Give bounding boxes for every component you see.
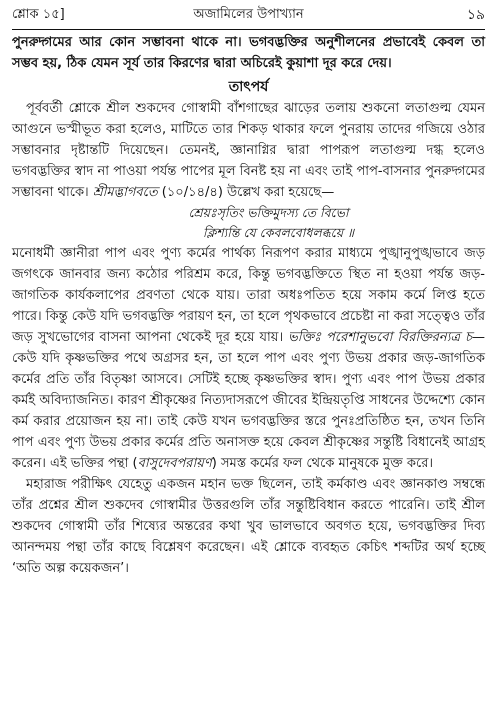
verse-reference: শ্লোক ১৫]: [12, 7, 65, 22]
verse-citation: (১০/১৪/৪) উল্লেখ করা হয়েছে—: [157, 185, 335, 200]
translation-text: পুনরুদ্গমের আর কোন সম্ভাবনা থাকে না। ভগবদ্ভক্তির অনুশীলনের প্রভাবেই কেবল তা সম্ভব হয়, ঠিক যেমন সূর্য তার কিরণের দ্বারা অচিরেই কুয়াশা দূর করে দেয়।: [12, 35, 485, 71]
sanskrit-quote: ভক্তিঃ পরেশানুভবো বিরক্তিরন্যত্র চ: [288, 330, 472, 345]
purport-paragraph-3: মহারাজ পরীক্ষিৎ যেহেতু একজন মহান ভক্ত ছিলেন, তাই কর্মকাণ্ড এবং জ্ঞানকাণ্ড সম্বন্ধে তাঁর প্রশ্নের শ্রীল শুকদেব গোস্বামীর উত্তরগুলি তাঁর সন্তুষ্টিবিধান করতে পারেনি। তাই শ্রীল শুকদেব গোস্বামী তাঁর শিষ্যের অন্তরের কথা খুব ভালভাবে অবগত হয়ে, ভগবদ্ভক্তির দিব্য আনন্দময় পন্থা তাঁর কাছে বিশ্লেষণ করেছেন। এই শ্লোকে ব্যবহৃত কেচিৎ শব্দটির অর্থ হচ্ছে ‘অতি অল্প কয়েকজন’।: [12, 477, 485, 576]
purport-paragraph-1: [12, 98, 485, 203]
verse-line-2: ক্লিশ্যন্তি যে কেবলবোধলব্ধয়ে ॥: [202, 225, 355, 240]
paragraph-2-ending: ) সমস্ত কর্মের ফল থেকে মানুষকে মুক্ত করে।: [211, 456, 433, 471]
page-number: ১৯: [466, 7, 485, 23]
quoted-verse: [12, 203, 485, 243]
chapter-title: অজামিলের উপাখ্যান: [193, 7, 304, 22]
purport-paragraph-2: [12, 243, 485, 474]
purport-title: তাৎপর্য: [228, 79, 269, 95]
header-rule: [12, 29, 485, 30]
paragraph-1-text: পূর্ববর্তী শ্লোকে শ্রীল শুকদেব গোস্বামী বাঁশগাছের ঝাড়ের তলায় শুকনো লতাগুল্ম যেমন আগুনে ভস্মীভূত করা হলেও, মাটিতে তার শিকড় থাকার ফলে পুনরায় তাদের গজিয়ে ওঠার সম্ভাবনার দৃষ্টান্তটি দিয়েছেন। তেমনই, জ্ঞানাগ্নির দ্বারা পাপরূপ লতাগুল্ম দগ্ধ হলেও ভগবদ্ভক্তির স্বাদ না পাওয়া পর্যন্ত পাপের মূল বিনষ্ট হয় না এবং তাই পাপ-বাসনার পুনরুদ্গমের সম্ভাবনা থাকে।: [12, 101, 485, 200]
page-body: [12, 32, 485, 579]
verse-line-1: শ্রেয়ঃসৃতিং ভক্তিমুদস্য তে বিভো: [188, 205, 349, 220]
source-reference: শ্রীমদ্ভাগবতে: [92, 185, 158, 200]
paragraph-2-continuation: —কেউ যদি কৃষ্ণভক্তির পথে অগ্রসর হন, তা হলে পাপ এবং পুণ্য উভয় প্রকার জড়-জাগতিক কর্মের প্রতি তাঁর বিতৃষ্ণা আসবে। সেটিই হচ্ছে কৃষ্ণভক্তির স্বাদ। পুণ্য এবং পাপ উভয় প্রকার কর্মই অবিদ্যাজনিত। কারণ শ্রীকৃষ্ণের নিত্যদাসরূপে জীবের ইন্দ্রিয়তৃপ্তি সাধনের উদ্দেশ্যে কোন কর্ম করার প্রয়োজন হয় না। তাই কেউ যখন ভগবদ্ভক্তির স্তরে পুনঃপ্রতিষ্ঠিত হন, তখন তিনি পাপ এবং পুণ্য উভয় প্রকার কর্মের প্রতি অনাসক্ত হয়ে কেবল শ্রীকৃষ্ণের সন্তুষ্টি বিধানেই আগ্রহ করেন। এই ভক্তির পন্থা (: [12, 330, 485, 471]
running-header: [12, 4, 485, 26]
sanskrit-term: বাসুদেবপরায়ণ: [137, 456, 212, 471]
paragraph-2-text: মনোধর্মী জ্ঞানীরা পাপ এবং পুণ্য কর্মের পার্থক্য নিরূপণ করার মাধ্যমে পুঙ্খানুপুঙ্খভাবে জড় জগৎকে জানবার জন্য কঠোর পরিশ্রম করে, কিন্তু ভগবদ্ভক্তিতে স্থিত না হওয়া পর্যন্ত জড়-জাগতিক কার্যকলাপের প্রবণতা থেকে যায়। তারা অধঃপতিত হয়ে সকাম কর্মে লিপ্ত হতে পারে। কিন্তু কেউ যদি ভগবদ্ভক্তি পরায়ণ হন, তা হলে পৃথকভাবে প্রচেষ্টা না করা সত্ত্বেও তাঁর জড় সুখভোগের বাসনা আপনা থেকেই দূর হয়ে যায়।: [12, 246, 485, 345]
